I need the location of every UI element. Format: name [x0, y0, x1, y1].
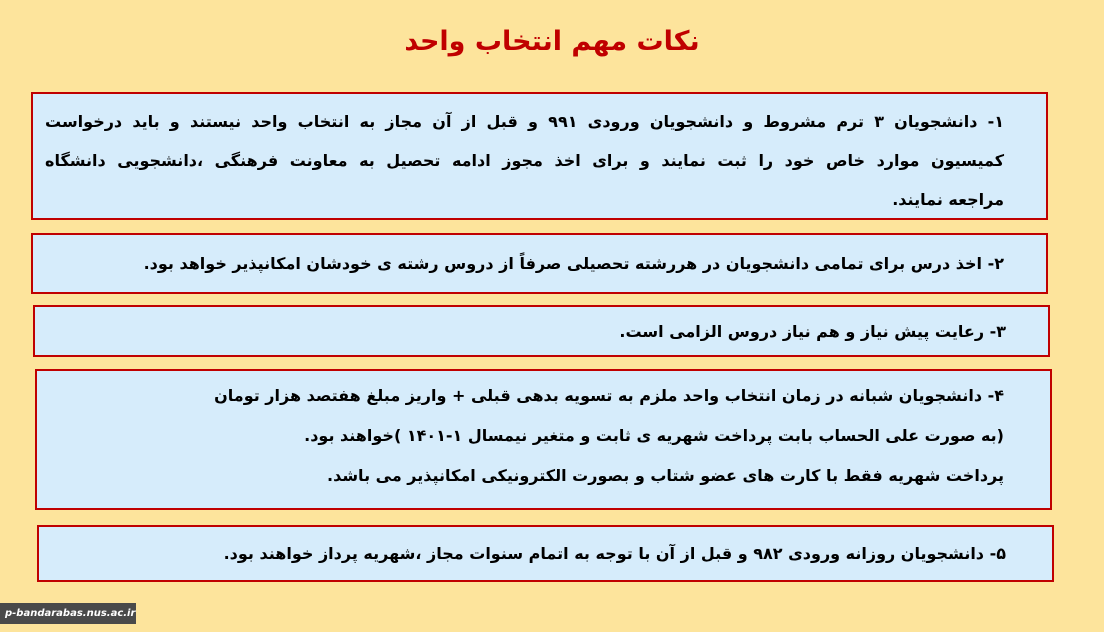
note-box-3	[33, 305, 1050, 357]
note-line: ۴- دانشجویان شبانه در زمان انتخاب واحد ملزم به تسویه بدهی قبلی + واریز مبلغ هفتصد هزار تومان	[214, 386, 1004, 405]
note-line: کمیسیون موارد خاص خود را ثبت نمایند و برای اخذ مجوز ادامه تحصیل به معاونت فرهنگی ،دانشجویی دانشگاه	[45, 151, 1004, 170]
note-line: مراجعه نمایند.	[892, 190, 1004, 209]
site-watermark: p-bandarabas.nus.ac.ir	[0, 603, 136, 624]
note-line: ۳- رعایت پیش نیاز و هم نیاز دروس الزامی است.	[619, 322, 1006, 341]
note-box-1	[31, 92, 1048, 220]
note-line: ۱- دانشجویان ۳ ترم مشروط و دانشجویان ورودی ۹۹۱ و قبل از آن مجاز به انتخاب واحد نیستند و باید درخواست	[45, 112, 1005, 131]
note-box-2	[31, 233, 1048, 294]
page-title: نکات مهم انتخاب واحد	[404, 26, 700, 57]
note-box-5	[37, 525, 1054, 582]
note-line: (به صورت علی الحساب بابت پرداخت شهریه ی ثابت و متغیر نیمسال ۱-۱۴۰۱ )خواهند بود.	[304, 426, 1004, 445]
note-line: پرداخت شهریه فقط با کارت های عضو شتاب و بصورت الکترونیکی امکانپذیر می باشد.	[327, 466, 1004, 485]
note-line: ۲- اخذ درس برای تمامی دانشجویان در هررشته تحصیلی صرفاً از دروس رشته ی خودشان امکانپذیر خواهد بود.	[143, 254, 1004, 273]
note-box-4	[35, 369, 1052, 510]
note-line: ۵- دانشجویان روزانه ورودی ۹۸۲ و قبل از آن با توجه به اتمام سنوات مجاز ،شهریه پرداز خواهند بود.	[223, 544, 1006, 563]
